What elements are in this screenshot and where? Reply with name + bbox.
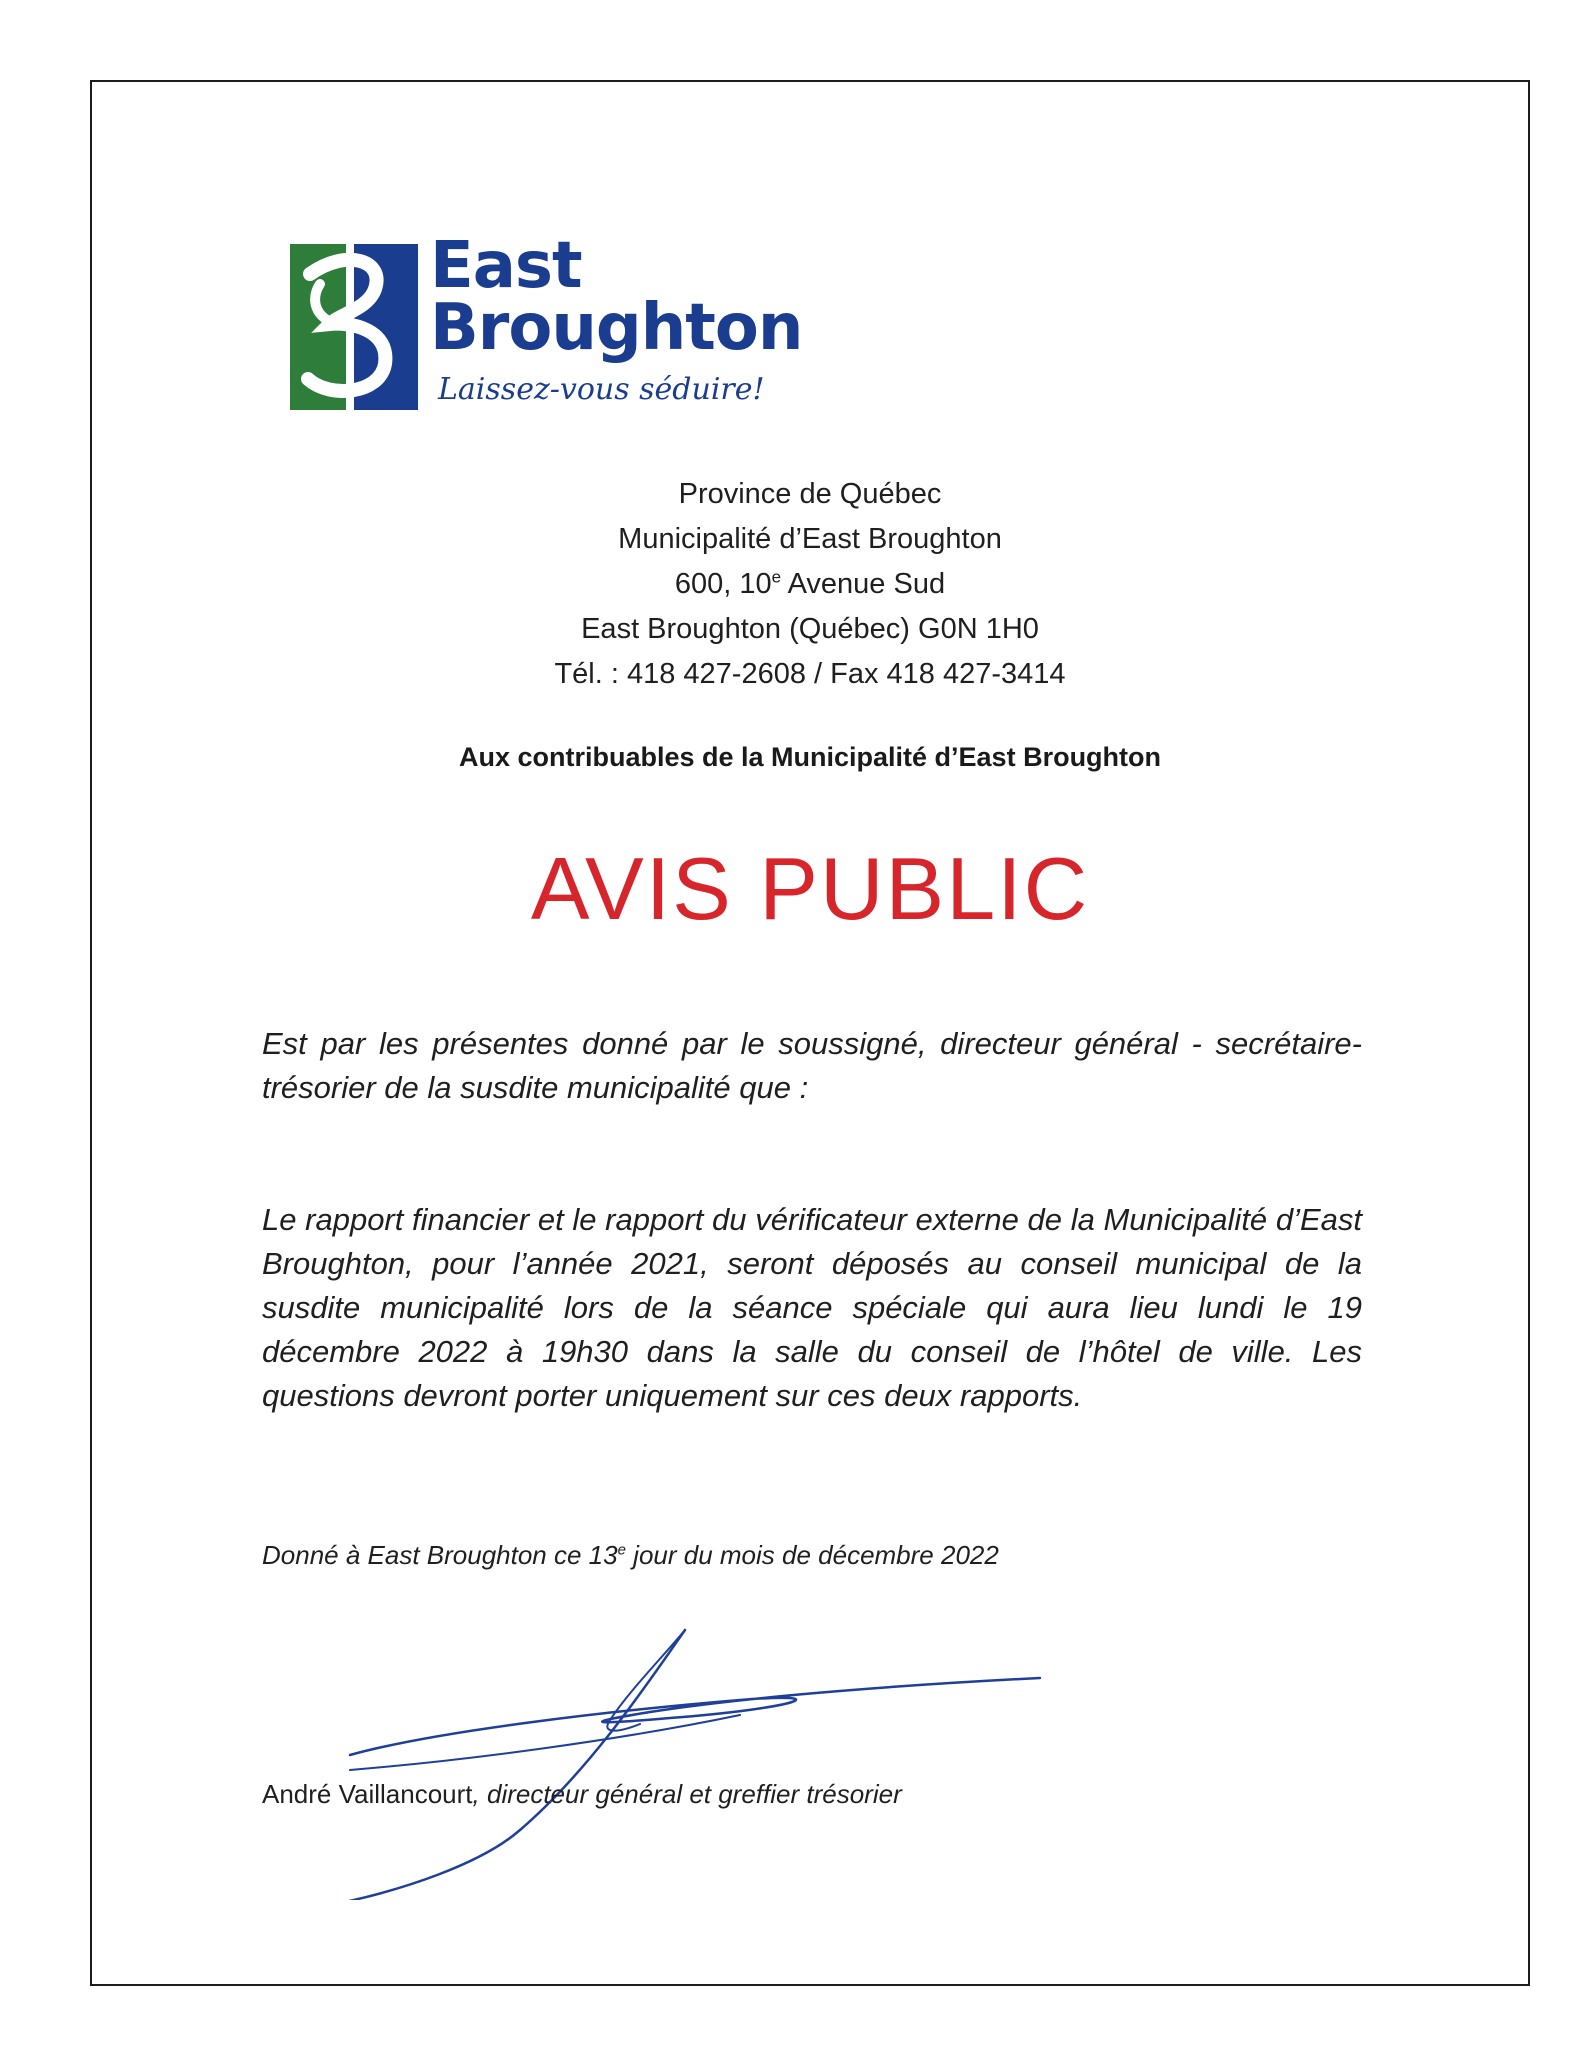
signer-name: André Vaillancourt [262, 1779, 473, 1809]
signer-role: , directeur général et greffier trésorier [472, 1779, 902, 1809]
municipality-logo [290, 229, 803, 414]
given-suffix: jour du mois de décembre 2022 [625, 1540, 999, 1570]
phone-fax-line: Tél. : 418 427-2608 / Fax 418 427-3414 [554, 658, 1066, 690]
recipients-heading: Aux contribuables de la Municipalité d’East Broughton [458, 742, 1162, 772]
city-line: East Broughton (Québec) G0N 1H0 [581, 613, 1039, 645]
given-prefix: Donné à East Broughton ce 13 [262, 1540, 618, 1570]
logo-name-line2: Broughton [430, 291, 803, 365]
address-street: Avenue Sud [781, 568, 946, 600]
given-date-line [262, 1540, 999, 1571]
logo-name-line1: East [430, 229, 582, 303]
logo-wordmark [430, 229, 803, 365]
municipality-line: Municipalité d’East Broughton [618, 523, 1002, 555]
address-block [90, 472, 1530, 697]
logo-emblem-icon [290, 244, 418, 410]
address-number: 600, 10 [674, 568, 772, 600]
logo-tagline: Laissez-vous séduire! [438, 372, 765, 407]
notice-title: AVIS PUBLIC [530, 839, 1090, 938]
street-address-line [90, 562, 1530, 607]
handwritten-signature [320, 1620, 1060, 1900]
given-superscript: e [617, 1541, 626, 1559]
signer-line [262, 1779, 902, 1810]
address-superscript: e [771, 567, 782, 587]
province-line: Province de Québec [678, 478, 942, 510]
notice-body-paragraph: Le rapport financier et le rapport du vérificateur externe de la Municipalité d’East Broughton, pour l’année 2021, seront déposés au conseil municipal de la susdite municipalité lors de la séance spéciale qui aura lieu lundi le 19 décembre 2022 à 19h30 dans la salle du conseil de l’hôtel de ville. Les questions devront porter uniquement sur ces deux rapports. [262, 1202, 1362, 1413]
intro-paragraph: Est par les présentes donné par le soussigné, directeur général - secrétaire-trésorier de la susdite municipalité que : [262, 1026, 1362, 1105]
